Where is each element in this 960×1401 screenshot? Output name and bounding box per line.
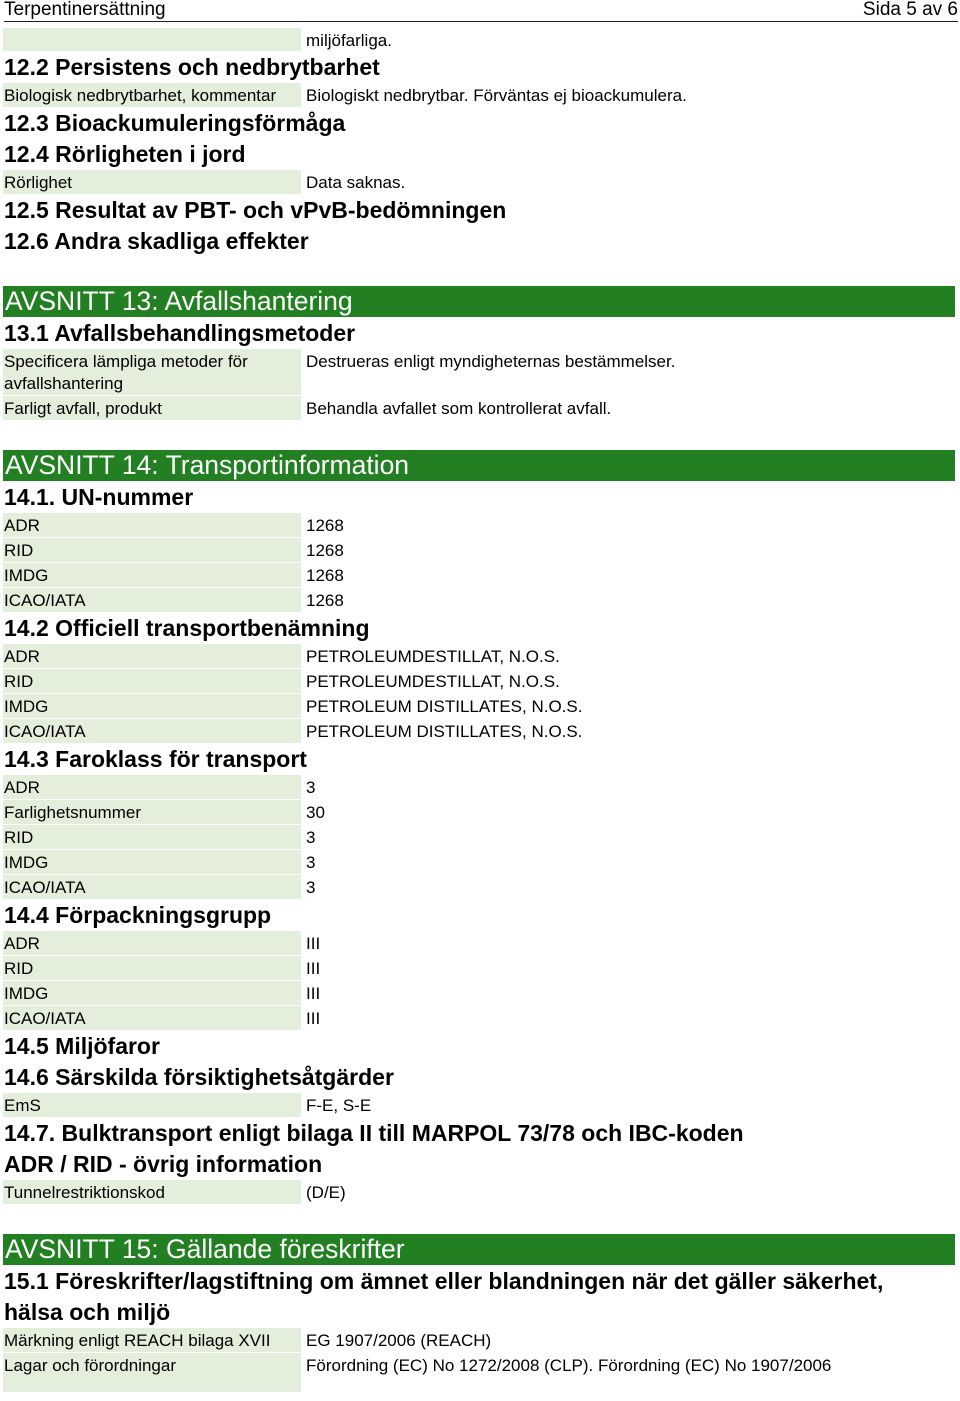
- subsection-heading: 13.1 Avfallsbehandlingsmetoder: [4, 320, 356, 346]
- field-label: ADR: [3, 931, 301, 955]
- field-row: [3, 170, 955, 195]
- subsection-heading: 12.5 Resultat av PBT- och vPvB-bedömningen: [4, 197, 507, 223]
- subsection-heading: 14.7. Bulktransport enligt bilaga II till MARPOL 73/78 och IBC-koden: [4, 1120, 744, 1146]
- field-label: Märkning enligt REACH bilaga XVII: [3, 1328, 301, 1352]
- field-label: IMDG: [3, 694, 301, 718]
- page-header: [4, 0, 958, 22]
- field-label: ICAO/IATA: [3, 719, 301, 743]
- subsection-heading: 14.4 Förpackningsgrupp: [4, 902, 272, 928]
- field-label: Farligt avfall, produkt: [3, 396, 301, 420]
- field-label: RID: [3, 825, 301, 849]
- field-value: PETROLEUM DISTILLATES, N.O.S.: [306, 722, 583, 741]
- document-body: [0, 22, 960, 1393]
- field-row: [3, 588, 955, 613]
- field-label: Rörlighet: [3, 170, 301, 194]
- field-value: Behandla avfallet som kontrollerat avfall.: [306, 399, 612, 418]
- subsection-heading: 12.6 Andra skadliga effekter: [4, 228, 309, 254]
- field-value: Destrueras enligt myndigheternas bestämmelser.: [306, 352, 676, 371]
- field-value: PETROLEUMDESTILLAT, N.O.S.: [306, 672, 560, 691]
- field-row: [3, 931, 955, 956]
- field-value: 1268: [306, 541, 344, 560]
- subsection-heading: ADR / RID - övrig information: [4, 1151, 323, 1177]
- field-row: [3, 1006, 955, 1031]
- field-value: 30: [306, 803, 325, 822]
- field-label: Farlighetsnummer: [3, 800, 301, 824]
- field-row: [3, 1180, 955, 1205]
- field-row: [3, 28, 955, 52]
- field-value: 1268: [306, 591, 344, 610]
- field-row: [3, 644, 955, 669]
- field-label: IMDG: [3, 563, 301, 587]
- field-label: Lagar och förordningar: [3, 1353, 301, 1392]
- field-row: [3, 719, 955, 744]
- field-value: III: [306, 1009, 321, 1028]
- subsection-heading: 14.5 Miljöfaror: [4, 1033, 160, 1059]
- field-row: [3, 563, 955, 588]
- field-label: IMDG: [3, 850, 301, 874]
- field-value: Data saknas.: [306, 173, 406, 192]
- field-value: Biologiskt nedbrytbar. Förväntas ej bioackumulera.: [306, 86, 687, 105]
- field-value: III: [306, 934, 321, 953]
- subsection-heading: 14.3 Faroklass för transport: [4, 746, 307, 772]
- field-value: miljöfarliga.: [306, 31, 392, 50]
- field-value: PETROLEUM DISTILLATES, N.O.S.: [306, 697, 583, 716]
- field-row: [3, 396, 955, 421]
- field-value: 1268: [306, 566, 344, 585]
- field-row: [3, 83, 955, 108]
- subsection-heading: 14.6 Särskilda försiktighetsåtgärder: [4, 1064, 394, 1090]
- field-row: [3, 981, 955, 1006]
- section-bar: AVSNITT 13: Avfallshantering: [3, 286, 955, 317]
- subsection-heading: 15.1 Föreskrifter/lagstiftning om ämnet eller blandningen när det gäller säkerhet, hälsa och miljö: [4, 1268, 884, 1325]
- field-row: [3, 1328, 955, 1353]
- field-row: [3, 775, 955, 800]
- field-label: [3, 28, 301, 51]
- field-row: [3, 349, 955, 396]
- field-row: [3, 956, 955, 981]
- subsection-heading: 14.1. UN-nummer: [4, 484, 194, 510]
- field-label: RID: [3, 669, 301, 693]
- field-value: III: [306, 959, 321, 978]
- field-label: ADR: [3, 775, 301, 799]
- field-row: [3, 694, 955, 719]
- field-label: Biologisk nedbrytbarhet, kommentar: [3, 83, 301, 107]
- field-value: 3: [306, 853, 316, 872]
- field-row: [3, 800, 955, 825]
- field-label: ICAO/IATA: [3, 875, 301, 899]
- field-label: RID: [3, 956, 301, 980]
- field-label: Tunnelrestriktionskod: [3, 1180, 301, 1204]
- field-row: [3, 669, 955, 694]
- section-bar: AVSNITT 14: Transportinformation: [3, 450, 955, 481]
- field-label: RID: [3, 538, 301, 562]
- field-value: F-E, S-E: [306, 1096, 372, 1115]
- field-row: [3, 825, 955, 850]
- field-value: PETROLEUMDESTILLAT, N.O.S.: [306, 647, 560, 666]
- field-label: ADR: [3, 513, 301, 537]
- field-row: [3, 513, 955, 538]
- field-label: Specificera lämpliga metoder för avfallshantering: [3, 349, 301, 395]
- field-label: ICAO/IATA: [3, 1006, 301, 1030]
- section-bar: AVSNITT 15: Gällande föreskrifter: [3, 1234, 955, 1265]
- field-value: 3: [306, 778, 316, 797]
- field-row: [3, 850, 955, 875]
- field-value: 3: [306, 828, 316, 847]
- field-label: ICAO/IATA: [3, 588, 301, 612]
- subsection-heading: 12.3 Bioackumuleringsförmåga: [4, 110, 346, 136]
- subsection-heading: 12.4 Rörligheten i jord: [4, 141, 246, 167]
- field-label: IMDG: [3, 981, 301, 1005]
- subsection-heading: 12.2 Persistens och nedbrytbarhet: [4, 54, 380, 80]
- field-label: ADR: [3, 644, 301, 668]
- field-row: [3, 1353, 955, 1393]
- field-value: (D/E): [306, 1183, 346, 1202]
- field-value: 3: [306, 878, 316, 897]
- document-title: Terpentinersättning: [4, 0, 166, 20]
- field-value: EG 1907/2006 (REACH): [306, 1331, 492, 1350]
- field-label: EmS: [3, 1093, 301, 1117]
- field-row: [3, 1093, 955, 1118]
- subsection-heading: 14.2 Officiell transportbenämning: [4, 615, 370, 641]
- field-row: [3, 538, 955, 563]
- field-value: III: [306, 984, 321, 1003]
- page-number: Sida 5 av 6: [862, 0, 958, 20]
- field-value: Förordning (EC) No 1272/2008 (CLP). Förordning (EC) No 1907/2006: [306, 1356, 832, 1375]
- field-row: [3, 875, 955, 900]
- field-value: 1268: [306, 516, 344, 535]
